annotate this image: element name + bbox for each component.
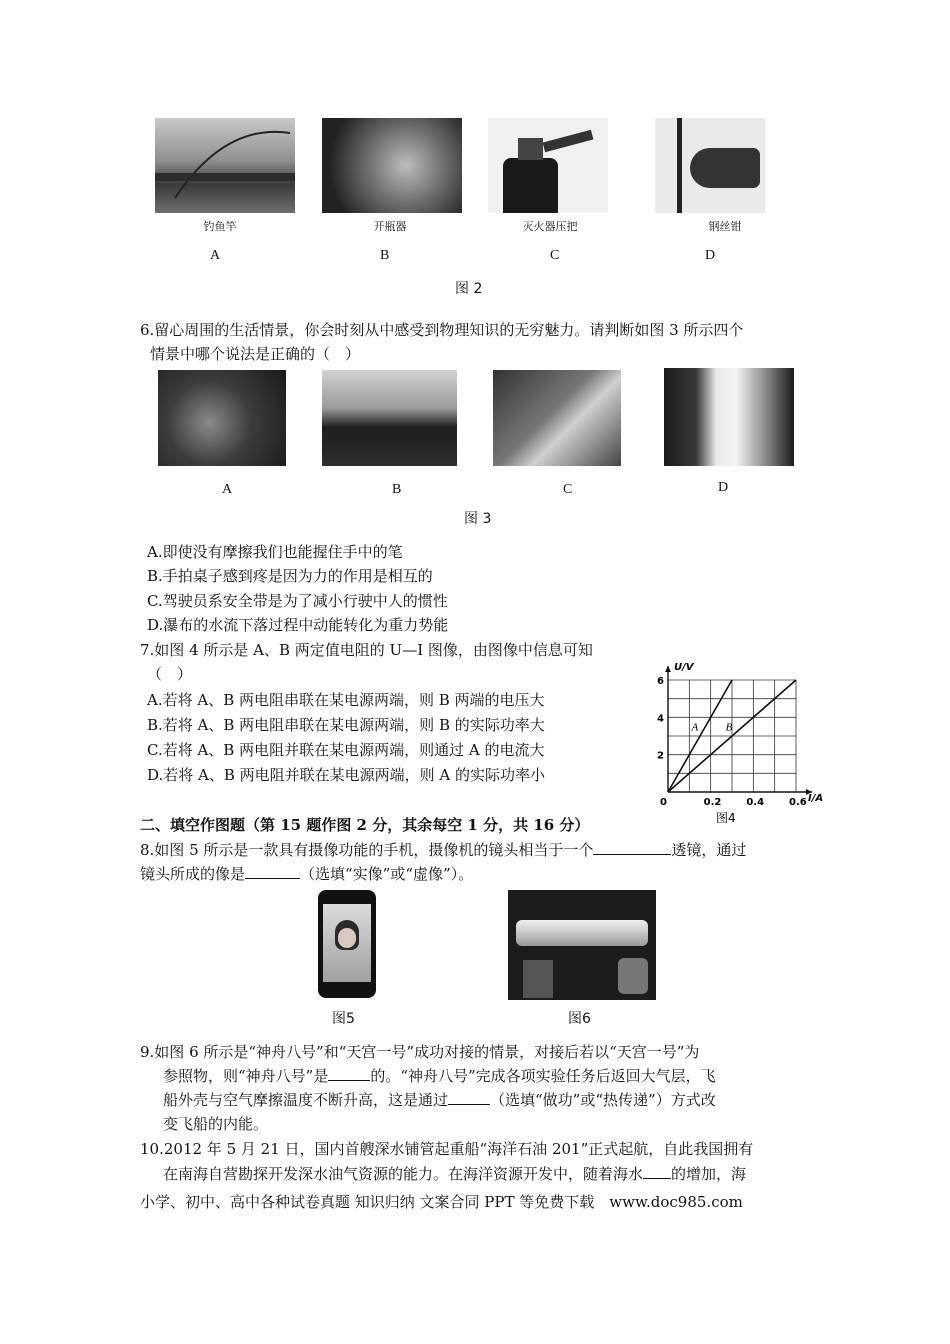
- fig5-label: 图5: [332, 1011, 355, 1027]
- q8-blank-lens[interactable]: [593, 840, 671, 855]
- figure-5-phone: [318, 890, 376, 998]
- y-axis-label: U/V: [674, 662, 694, 673]
- fig2-label: 图 2: [455, 281, 483, 297]
- footer-text: 小学、初中、高中各种试卷真题 知识归纳 文案合同 PPT 等免费下载 www.doc985.com: [140, 1193, 743, 1211]
- hand-on-table-photo: [322, 370, 457, 466]
- y-tick-label: 2: [657, 750, 664, 762]
- fig3-letter-b: B: [392, 482, 402, 497]
- x-tick-label: 0: [660, 797, 667, 808]
- fishing-rod-photo: [155, 118, 295, 213]
- q6-stem-line2: 情景中哪个说法是正确的（ ）: [150, 345, 361, 363]
- q9-line3: [163, 1088, 716, 1112]
- q8-line1: [140, 838, 746, 862]
- figure-4-ui-chart: [640, 655, 824, 825]
- x-tick-label: 0.2: [703, 797, 722, 808]
- q6-option-c: C.驾驶员系安全带是为了减小行驶中人的惯性: [147, 592, 448, 610]
- waterfall-photo: [664, 368, 794, 466]
- fig3-letter-c: C: [563, 482, 573, 497]
- q8-blank-image-type[interactable]: [245, 864, 300, 879]
- q8-text-line2a: 镜头所成的像是: [140, 865, 246, 883]
- q8-text-part1: 8.如图 5 所示是一款具有摄像功能的手机，摄像机的镜头相当于一个: [140, 841, 594, 859]
- q6-option-b: B.手拍桌子感到疼是因为力的作用是相互的: [147, 567, 433, 585]
- caption-fishing-rod: 钓鱼竿: [203, 220, 237, 233]
- caption-pliers: 钢丝钳: [708, 220, 742, 233]
- x-tick-label: 0.6: [789, 797, 807, 808]
- q6-option-d: D.瀑布的水流下落过程中动能转化为重力势能: [147, 616, 449, 634]
- q9-text-line2a: 参照物，则“神舟八号”是: [163, 1067, 329, 1085]
- q9-line1: 9.如图 6 所示是“神舟八号”和“天宫一号”成功对接的情景，对接后若以“天宫一号”为: [140, 1043, 700, 1061]
- q9-blank-method[interactable]: [448, 1090, 490, 1105]
- x-axis-label: I/A: [808, 793, 824, 804]
- q10-line1: 10.2012 年 5 月 21 日，国内首艘深水铺管起重船“海洋石油 201”正式起航，自此我国拥有: [140, 1140, 754, 1158]
- fig3-letter-a: A: [222, 482, 233, 497]
- fig3-letter-d: D: [718, 480, 729, 495]
- q7-option-b: B.若将 A、B 两电阻串联在某电源两端，则 B 的实际功率大: [147, 716, 545, 734]
- writing-hand-photo: [158, 370, 286, 466]
- q8-text-line2b: （选填“实像”或“虚像”）。: [300, 865, 474, 883]
- q7-option-d: D.若将 A、B 两电阻并联在某电源两端，则 A 的实际功率小: [147, 766, 546, 784]
- fig2-letter-b: B: [380, 248, 390, 263]
- fig3-label: 图 3: [464, 511, 492, 527]
- y-tick-label: 6: [657, 676, 664, 687]
- y-axis-arrow: [665, 666, 671, 672]
- fig2-letter-c: C: [550, 248, 560, 263]
- q7-option-a: A.若将 A、B 两电阻串联在某电源两端，则 B 两端的电压大: [147, 691, 545, 709]
- caption-fire-extinguisher: 灭火器压把: [522, 220, 578, 233]
- series-label-b: B: [725, 721, 733, 734]
- q7-stem-line1: 7.如图 4 所示是 A、B 两定值电阻的 U—I 图像，由图像中信息可知: [140, 641, 593, 659]
- series-label-a: A: [691, 721, 699, 734]
- q7-stem-line2: （ ）: [147, 665, 193, 683]
- q6-option-a: A.即使没有摩擦我们也能握住手中的笔: [147, 543, 403, 561]
- fire-extinguisher-photo: [488, 118, 608, 213]
- q10-line2: [163, 1162, 746, 1186]
- q8-line2: [140, 862, 473, 886]
- caption-bottle-opener: 开瓶器: [373, 220, 407, 233]
- q9-text-line2b: 的。“神舟八号”完成各项实验任务后返回大气层，飞: [370, 1067, 716, 1085]
- q9-line2: [163, 1064, 716, 1088]
- q7-option-c: C.若将 A、B 两电阻并联在某电源两端，则通过 A 的电流大: [147, 741, 545, 759]
- q8-text-part2: 透镜，通过: [671, 841, 747, 859]
- q9-blank-motion-state[interactable]: [328, 1066, 370, 1081]
- q9-text-line3b: （选填“做功”或“热传递”）方式改: [490, 1091, 716, 1109]
- fig4-label: 图4: [716, 811, 736, 825]
- seatbelt-photo: [493, 370, 621, 466]
- fig6-label: 图6: [568, 1011, 591, 1027]
- q9-line4: 变飞船的内能。: [163, 1115, 269, 1133]
- fig2-letter-d: D: [705, 248, 716, 263]
- figure-6-spacecraft: [508, 890, 656, 1000]
- pliers-photo: [655, 118, 765, 213]
- q10-text-line2a: 在南海自营勘探开发深水油气资源的能力。在海洋资源开发中，随着海水: [163, 1165, 644, 1183]
- y-tick-label: 4: [657, 713, 664, 725]
- q10-blank-depth[interactable]: [643, 1164, 671, 1179]
- x-tick-label: 0.4: [746, 797, 765, 808]
- section-2-title: 二、填空作图题（第 15 题作图 2 分，其余每空 1 分，共 16 分）: [140, 816, 590, 834]
- q10-text-line2b: 的增加，海: [671, 1165, 747, 1183]
- q6-stem-line1: 6.留心周围的生活情景，你会时刻从中感受到物理知识的无穷魅力。请判断如图 3 所示四个: [140, 321, 744, 339]
- bottle-opener-photo: [322, 118, 462, 213]
- q9-text-line3a: 船外壳与空气摩擦温度不断升高，这是通过: [163, 1091, 449, 1109]
- fig2-letter-a: A: [210, 248, 221, 263]
